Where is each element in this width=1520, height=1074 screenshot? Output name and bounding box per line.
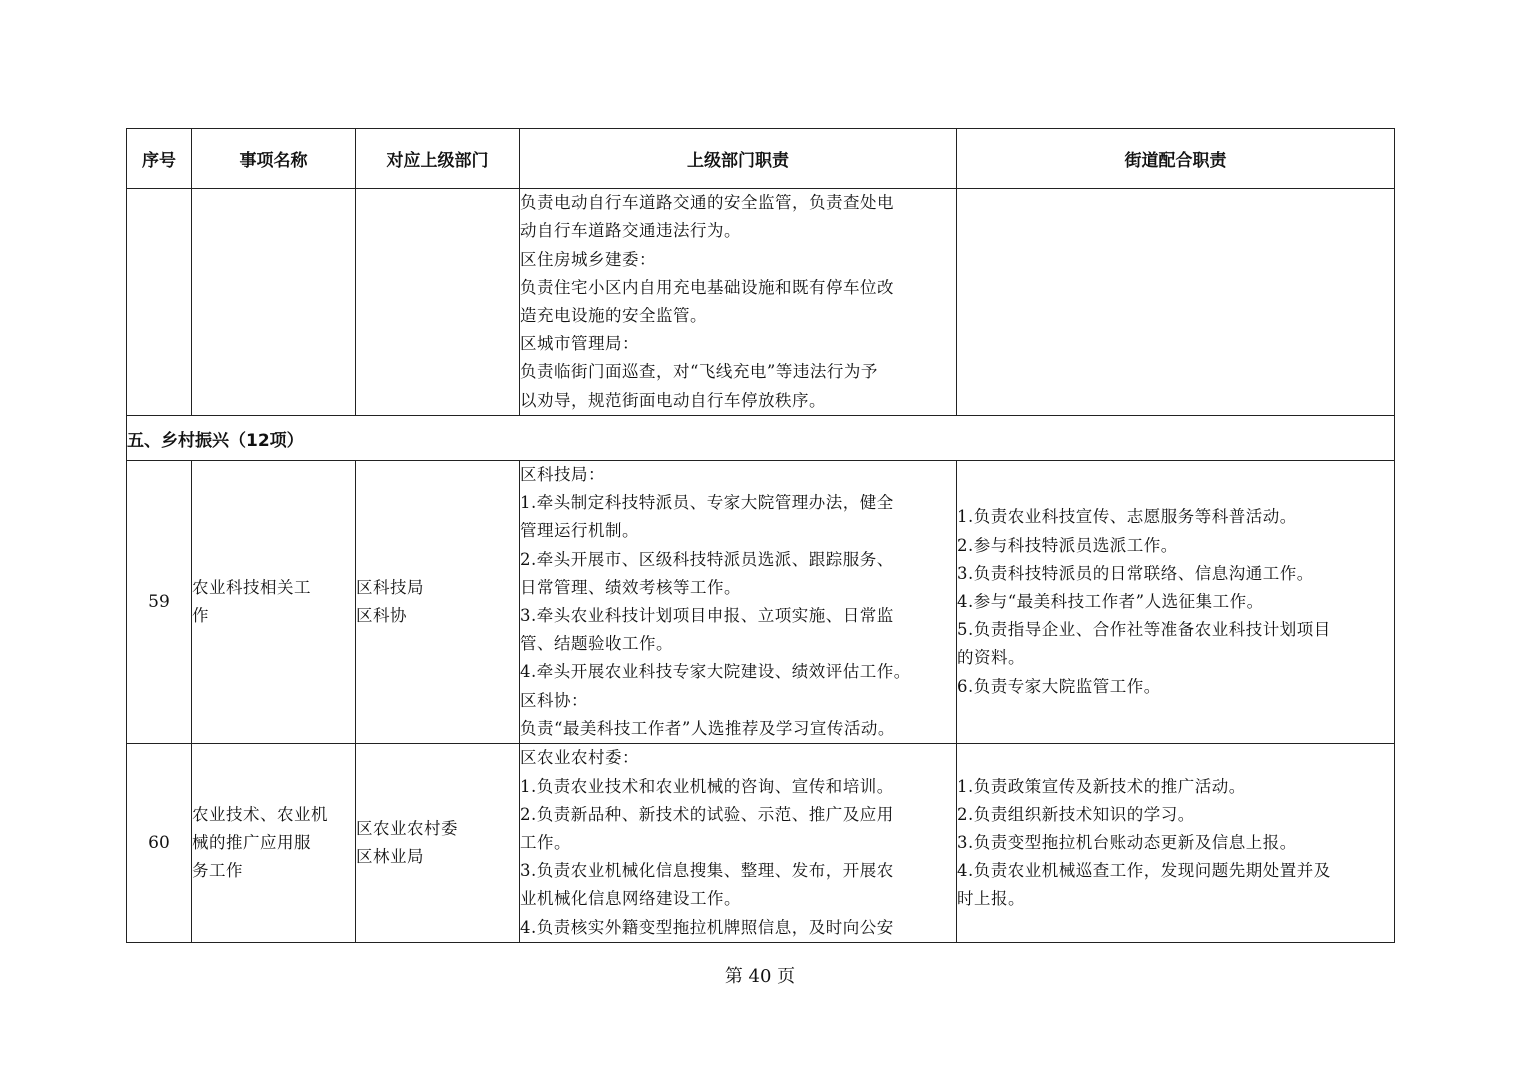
row-street-duty: 1.负责农业科技宣传、志愿服务等科普活动。 2.参与科技特派员选派工作。 3.负责科技特派员的日常联络、信息沟通工作。 4.参与“最美科技工作者”人选征集工作。 5.负责指导企业、合作社等准备农业科技计划项目 的资料。 6.负责专家大院监管工作。 bbox=[957, 461, 1395, 744]
row-seq: 60 bbox=[127, 744, 192, 943]
section-row bbox=[127, 416, 1395, 461]
header-item-name: 事项名称 bbox=[192, 129, 356, 189]
header-seq: 序号 bbox=[127, 129, 192, 189]
continuation-dept bbox=[356, 189, 520, 416]
continuation-name bbox=[192, 189, 356, 416]
duty-table bbox=[126, 128, 1395, 943]
row-superior-duty: 区科技局： 1.牵头制定科技特派员、专家大院管理办法，健全 管理运行机制。 2.牵头开展市、区级科技特派员选派、跟踪服务、 日常管理、绩效考核等工作。 3.牵头农业科技计划项目申报、立项实施、日常监 管、结题验收工作。 4.牵头开展农业科技专家大院建设、绩效评估工作。 区科协： 负责“最美科技工作者”人选推荐及学习宣传活动。 bbox=[520, 461, 957, 744]
table-row bbox=[127, 461, 1395, 744]
header-superior-duty: 上级部门职责 bbox=[520, 129, 957, 189]
header-superior-dept: 对应上级部门 bbox=[356, 129, 520, 189]
table-row bbox=[127, 744, 1395, 943]
row-item-name: 农业技术、农业机 械的推广应用服 务工作 bbox=[192, 744, 356, 943]
table-header-row bbox=[127, 129, 1395, 189]
continuation-street bbox=[957, 189, 1395, 416]
section-title: 五、乡村振兴（12项） bbox=[127, 416, 1395, 461]
table-row-continuation bbox=[127, 189, 1395, 416]
row-seq: 59 bbox=[127, 461, 192, 744]
row-street-duty: 1.负责政策宣传及新技术的推广活动。 2.负责组织新技术知识的学习。 3.负责变型拖拉机台账动态更新及信息上报。 4.负责农业机械巡查工作，发现问题先期处置并及 时上报。 bbox=[957, 744, 1395, 943]
header-street-duty: 街道配合职责 bbox=[957, 129, 1395, 189]
row-superior-duty: 区农业农村委： 1.负责农业技术和农业机械的咨询、宣传和培训。 2.负责新品种、新技术的试验、示范、推广及应用 工作。 3.负责农业机械化信息搜集、整理、发布，开展农 业机械化信息网络建设工作。 4.负责核实外籍变型拖拉机牌照信息，及时向公安 bbox=[520, 744, 957, 943]
page-number: 第 40 页 bbox=[724, 966, 796, 987]
continuation-seq bbox=[127, 189, 192, 416]
continuation-duty: 负责电动自行车道路交通的安全监管，负责查处电 动自行车道路交通违法行为。 区住房城乡建委： 负责住宅小区内自用充电基础设施和既有停车位改 造充电设施的安全监管。 区城市管理局： 负责临街门面巡查，对“飞线充电”等违法行为予 以劝导，规范街面电动自行车停放秩序。 bbox=[520, 189, 957, 416]
row-item-name: 农业科技相关工 作 bbox=[192, 461, 356, 744]
row-superior-dept: 区农业农村委 区林业局 bbox=[356, 744, 520, 943]
row-superior-dept: 区科技局 区科协 bbox=[356, 461, 520, 744]
